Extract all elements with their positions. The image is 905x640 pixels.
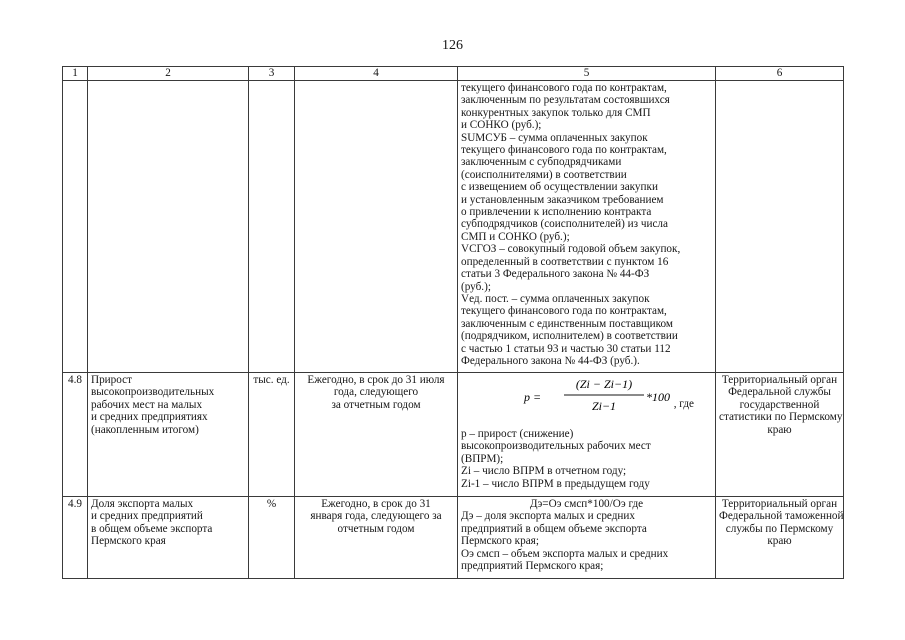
text-line: конкурентных закупок только для СМП xyxy=(461,106,651,119)
text-line: VСГОЗ – совокупный годовой объем закупок, xyxy=(461,243,681,256)
text-line: Vед. пост. – сумма оплаченных закупок xyxy=(461,292,650,305)
row-number-cell xyxy=(63,81,88,373)
table-row-continuation xyxy=(63,81,844,373)
page-number: 126 xyxy=(442,38,463,53)
method-text xyxy=(461,428,712,490)
indicator-name-cell xyxy=(88,497,249,579)
text-line: (подрядчиком, исполнителем) в соответствии xyxy=(461,330,678,343)
text-line: в общем объеме экспорта xyxy=(91,522,213,535)
text-line: текущего финансового года по контрактам, xyxy=(461,82,667,94)
text-line: Доля экспорта малых xyxy=(91,498,194,510)
text-line: с частью 1 статьи 93 и частью 30 статьи 112 xyxy=(461,342,671,355)
method-cell xyxy=(458,497,716,579)
text-line: Дэ=Оэ смсп*100/Оэ где xyxy=(529,498,644,510)
text-line: и СОНКО (руб.); xyxy=(461,119,542,132)
text-line: Ежегодно, в срок до 31 июля xyxy=(307,374,445,386)
table-row-4-8 xyxy=(63,373,844,497)
text-line: статьи 3 Федерального закона № 44-ФЗ xyxy=(461,268,650,281)
text-line: заключенным по результатам состоявшихся xyxy=(461,94,670,107)
formula-factor: *100 xyxy=(645,390,670,404)
text-line: статистики по Пермскому xyxy=(719,411,843,424)
header-cell: 1 xyxy=(63,67,88,81)
text-line: Ежегодно, в срок до 31 xyxy=(321,498,431,510)
header-cell: 5 xyxy=(458,67,716,81)
unit-cell: тыс. ед. xyxy=(249,373,295,497)
formula-graphic xyxy=(502,374,672,424)
text-line: SUMСУБ – сумма оплаченных закупок xyxy=(461,131,648,144)
indicator-name-cell xyxy=(88,373,249,497)
table-row-4-9 xyxy=(63,497,844,579)
table-header-row xyxy=(63,67,844,81)
formula-lhs: p = xyxy=(523,390,541,404)
text-line: Пермского края; xyxy=(461,535,539,548)
header-cell: 3 xyxy=(249,67,295,81)
text-line: Прирост xyxy=(91,374,132,386)
text-line: определенный в соответствии с пунктом 16 xyxy=(461,255,669,268)
row-number-cell: 4.8 xyxy=(63,373,88,497)
text-line: и средних предприятий xyxy=(91,510,203,523)
text-line: с извещением об осуществлении закупки xyxy=(461,181,658,194)
text-line: Пермского края xyxy=(91,535,166,548)
text-line: и средних предприятиях xyxy=(91,411,208,424)
text-line: предприятий в общем объеме экспорта xyxy=(461,522,647,535)
header-cell: 6 xyxy=(716,67,844,81)
indicator-table xyxy=(62,66,844,579)
text-line: (ВПРМ); xyxy=(461,452,504,465)
formula-numerator: (Zi − Zi−1) xyxy=(575,377,632,391)
text-line: Территориальный орган xyxy=(721,498,838,510)
text-line: заключенным с единственным поставщиком xyxy=(461,317,673,330)
text-line: Оэ смсп – объем экспорта малых и средних xyxy=(461,547,669,560)
text-line: рабочих мест на малых xyxy=(91,398,203,411)
text-line: текущего финансового года по контрактам, xyxy=(461,144,667,157)
formula-denominator: Zi−1 xyxy=(591,399,616,413)
text-line: Zi – число ВПРМ в отчетном году; xyxy=(461,465,627,478)
source-cell xyxy=(716,497,844,579)
text-line: Территориальный орган xyxy=(721,374,838,386)
text-line: краю xyxy=(767,423,792,436)
text-line: высокопроизводительных рабочих мест xyxy=(461,440,651,453)
text-line: (руб.); xyxy=(461,280,491,293)
unit-cell xyxy=(249,81,295,373)
header-cell: 2 xyxy=(88,67,249,81)
text-line: Федеральной таможенной xyxy=(719,510,844,523)
text-line: субподрядчиков (соисполнителей) из числа xyxy=(461,218,668,231)
growth-formula xyxy=(461,374,712,428)
text-line: Федеральной службы xyxy=(728,386,831,399)
indicator-name-cell xyxy=(88,81,249,373)
text-line: года, следующего xyxy=(333,386,419,399)
text-line: краю xyxy=(767,535,792,548)
text-line: Zi-1 – число ВПРМ в предыдущем году xyxy=(461,477,650,490)
text-line: государственной xyxy=(739,398,820,411)
text-line: отчетным годом xyxy=(337,522,415,535)
text-line: текущего финансового года по контрактам, xyxy=(461,305,667,318)
text-line: и установленным заказчиком требованием xyxy=(461,193,664,206)
text-line: о привлечении к исполнению контракта xyxy=(461,206,652,219)
header-cell: 4 xyxy=(295,67,458,81)
text-line: СМП и СОНКО (руб.); xyxy=(461,230,570,243)
row-number-cell: 4.9 xyxy=(63,497,88,579)
text-line: Федерального закона № 44-ФЗ (руб.). xyxy=(461,354,640,367)
formula-separator: , где xyxy=(673,398,694,410)
text-line: Дэ – доля экспорта малых и средних xyxy=(461,510,636,523)
method-cell xyxy=(458,81,716,373)
unit-cell: % xyxy=(249,497,295,579)
period-cell xyxy=(295,81,458,373)
text-line: высокопроизводительных xyxy=(91,386,215,399)
period-cell xyxy=(295,373,458,497)
text-line: (соисполнителями) в соответствии xyxy=(461,168,627,181)
source-cell xyxy=(716,81,844,373)
text-line: (накопленным итогом) xyxy=(91,423,199,436)
text-line: p – прирост (снижение) xyxy=(461,428,574,440)
method-cell xyxy=(458,373,716,497)
text-line: заключенным с субподрядчиками xyxy=(461,156,622,169)
period-cell xyxy=(295,497,458,579)
source-cell xyxy=(716,373,844,497)
text-line: января года, следующего за xyxy=(310,510,442,523)
text-line: за отчетным годом xyxy=(331,398,421,411)
text-line: службы по Пермскому xyxy=(725,522,834,535)
text-line: предприятий Пермского края; xyxy=(461,560,604,573)
